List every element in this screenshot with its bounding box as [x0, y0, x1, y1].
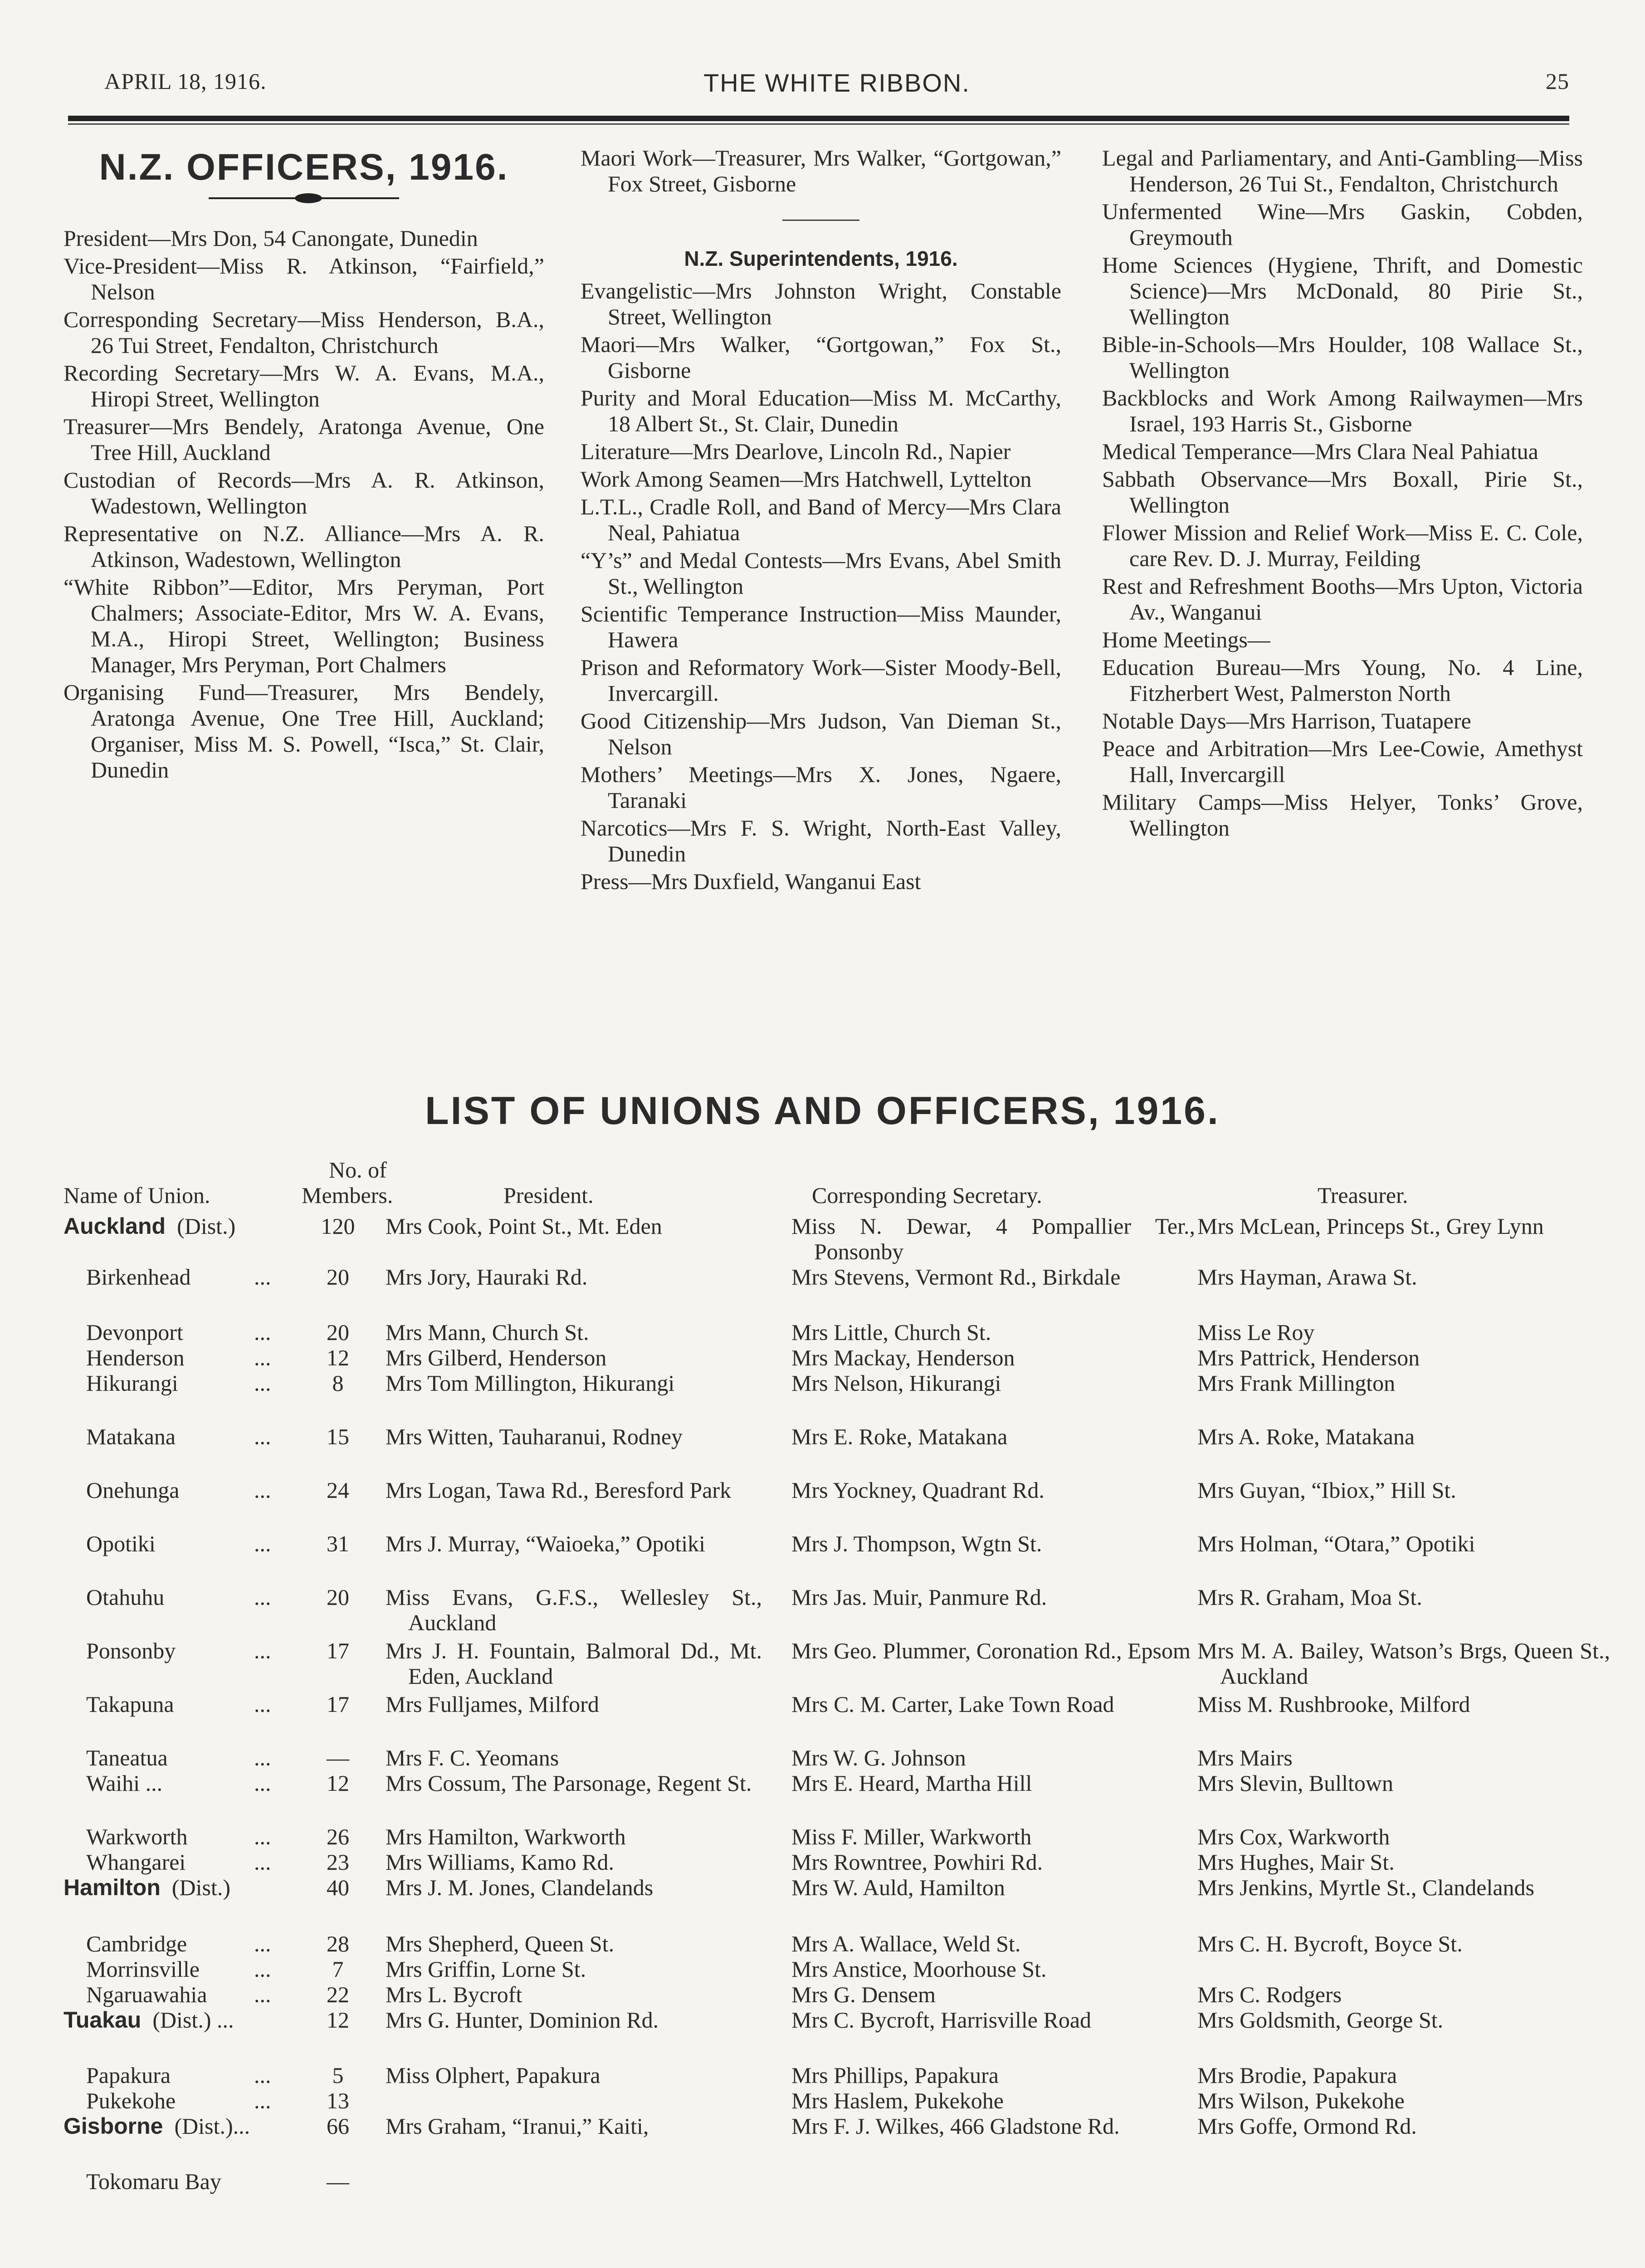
president: Mrs Shepherd, Queen St.: [386, 1931, 615, 1956]
union-name: Takapuna: [86, 1691, 174, 1717]
officer-entry: Custodian of Records—Mrs A. R. Atkinson, Wadestown, Wellington: [63, 467, 544, 518]
union-name: Taneatua: [86, 1745, 168, 1770]
corresponding-secretary: Mrs W. G. Johnson: [791, 1745, 966, 1770]
member-count: —: [327, 2169, 349, 2194]
member-count: 8: [332, 1370, 344, 1396]
superintendent-entry: Mothers’ Meetings—Mrs X. Jones, Ngaere, Taranaki: [581, 762, 1061, 813]
member-count: 15: [327, 1424, 349, 1449]
header-rule: [68, 116, 1569, 121]
treasurer: Mrs Holman, “Otara,” Opotiki: [1197, 1531, 1475, 1556]
leader-dots: ...: [254, 2088, 271, 2113]
leader-dots: ...: [254, 1982, 271, 2007]
issue-date: APRIL 18, 1916.: [104, 68, 267, 94]
superintendent-entry: Press—Mrs Duxfield, Wanganui East: [581, 869, 921, 894]
superintendent-entry: Military Camps—Miss Helyer, Tonks’ Grove, Wellington: [1102, 789, 1583, 841]
corresponding-secretary: Mrs Jas. Muir, Panmure Rd.: [791, 1584, 1047, 1610]
treasurer: Mrs McLean, Princeps St., Grey Lynn: [1197, 1213, 1544, 1239]
president: Mrs F. C. Yeomans: [386, 1745, 559, 1770]
corresponding-secretary: Mrs E. Roke, Matakana: [791, 1424, 1008, 1449]
superintendents-title: N.Z. Superintendents, 1916.: [684, 247, 958, 270]
corresponding-secretary: Mrs W. Auld, Hamilton: [791, 1875, 1005, 1900]
superintendent-entry: Backblocks and Work Among Railwaymen—Mrs Israel, 193 Harris St., Gisborne: [1102, 385, 1583, 436]
treasurer: Mrs Guyan, “Ibiox,” Hill St.: [1197, 1477, 1456, 1503]
superintendent-entry: Unfermented Wine—Mrs Gaskin, Cobden, Greymouth: [1102, 199, 1583, 250]
header-president: President.: [503, 1183, 594, 1208]
superintendent-entry: Bible-in-Schools—Mrs Houlder, 108 Wallace St., Wellington: [1102, 332, 1583, 383]
header-num-line2: Members.: [302, 1183, 393, 1208]
leader-dots: ...: [254, 1956, 271, 1982]
president: Mrs Williams, Kamo Rd.: [386, 1849, 615, 1875]
union-name: Pukekohe: [86, 2088, 176, 2113]
member-count: 12: [327, 1770, 349, 1796]
member-count: 13: [327, 2088, 349, 2113]
union-name: Otahuhu: [86, 1584, 165, 1610]
union-name: Papakura: [86, 2063, 171, 2088]
union-name: Opotiki: [86, 1531, 156, 1556]
ornament-divider: [63, 189, 544, 207]
leader-dots: ...: [254, 1691, 271, 1717]
leader-dots: ...: [254, 1770, 271, 1796]
officer-entry: Maori Work—Treasurer, Mrs Walker, “Gortgowan,” Fox Street, Gisborne: [581, 145, 1061, 196]
superintendent-entry: Notable Days—Mrs Harrison, Tuatapere: [1102, 708, 1471, 733]
union-name: Tuakau (Dist.) ...: [63, 2007, 234, 2033]
president: Mrs Tom Millington, Hikurangi: [386, 1370, 675, 1396]
leader-dots: ...: [254, 1584, 271, 1610]
corresponding-secretary: Mrs E. Heard, Martha Hill: [791, 1770, 1032, 1796]
superintendent-entry: Maori—Mrs Walker, “Gortgowan,” Fox St., Gisborne: [581, 332, 1061, 383]
member-count: 22: [327, 1982, 349, 2007]
leader-dots: ...: [254, 1531, 271, 1556]
corresponding-secretary: Mrs Yockney, Quadrant Rd.: [791, 1477, 1045, 1503]
treasurer: Mrs Pattrick, Henderson: [1197, 1345, 1420, 1370]
union-name: Hikurangi: [86, 1370, 178, 1396]
corresponding-secretary: Mrs Nelson, Hikurangi: [791, 1370, 1001, 1396]
president: Mrs J. H. Fountain, Balmoral Dd., Mt. Eden, Auckland: [386, 1638, 762, 1689]
corresponding-secretary: Mrs Stevens, Vermont Rd., Birkdale: [791, 1264, 1121, 1290]
treasurer: Mrs Slevin, Bulltown: [1197, 1770, 1393, 1796]
union-name: Birkenhead: [86, 1264, 191, 1290]
officer-entry: Vice-President—Miss R. Atkinson, “Fairfield,” Nelson: [63, 253, 544, 304]
union-name: Onehunga: [86, 1477, 180, 1503]
member-count: 20: [327, 1264, 349, 1290]
union-name: Henderson: [86, 1345, 185, 1370]
officers-column-2: [581, 145, 1061, 896]
union-name: Waihi ...: [86, 1770, 163, 1796]
president: Mrs Logan, Tawa Rd., Beresford Park: [386, 1477, 732, 1503]
leader-dots: ...: [254, 1638, 271, 1663]
member-count: 5: [332, 2063, 344, 2088]
leader-dots: ...: [254, 1264, 271, 1290]
member-count: 31: [327, 1531, 349, 1556]
treasurer: Mrs M. A. Bailey, Watson’s Brgs, Queen St., Auckland: [1197, 1638, 1610, 1689]
officer-entry: Corresponding Secretary—Miss Henderson, B.A., 26 Tui Street, Fendalton, Christchurch: [63, 307, 544, 358]
president: Miss Evans, G.F.S., Wellesley St., Auckland: [386, 1584, 762, 1635]
superintendent-entry: Flower Mission and Relief Work—Miss E. C. Cole, care Rev. D. J. Murray, Feilding: [1102, 520, 1583, 571]
leader-dots: ...: [254, 2063, 271, 2088]
superintendent-entry: Peace and Arbitration—Mrs Lee-Cowie, Amethyst Hall, Invercargill: [1102, 736, 1583, 787]
leader-dots: ...: [254, 1931, 271, 1956]
corresponding-secretary: Mrs Little, Church St.: [791, 1320, 991, 1345]
superintendent-entry: Rest and Refreshment Booths—Mrs Upton, Victoria Av., Wanganui: [1102, 573, 1583, 625]
member-count: 17: [327, 1638, 349, 1663]
superintendent-entry: Good Citizenship—Mrs Judson, Van Dieman St., Nelson: [581, 708, 1061, 759]
member-count: —: [327, 1745, 349, 1770]
officers-title: N.Z. OFFICERS, 1916.: [99, 147, 509, 188]
page-number: 25: [1546, 68, 1569, 94]
treasurer: Mrs Wilson, Pukekohe: [1197, 2088, 1405, 2113]
corresponding-secretary: Mrs C. Bycroft, Harrisville Road: [791, 2007, 1092, 2033]
leader-dots: ...: [254, 1370, 271, 1396]
member-count: 23: [327, 1849, 349, 1875]
superintendent-entry: Home Sciences (Hygiene, Thrift, and Domestic Science)—Mrs McDonald, 80 Pirie St., Wellington: [1102, 252, 1583, 329]
president: Mrs Cook, Point St., Mt. Eden: [386, 1213, 662, 1239]
president: Mrs Witten, Tauharanui, Rodney: [386, 1424, 683, 1449]
union-name: Warkworth: [86, 1824, 188, 1849]
superintendent-entry: Work Among Seamen—Mrs Hatchwell, Lyttelton: [581, 466, 1032, 492]
union-name: Matakana: [86, 1424, 176, 1449]
leader-dots: ...: [254, 1745, 271, 1770]
officers-column-1: [63, 145, 544, 785]
member-count: 17: [327, 1691, 349, 1717]
superintendent-entry: Narcotics—Mrs F. S. Wright, North-East Valley, Dunedin: [581, 815, 1061, 866]
officer-entry: Representative on N.Z. Alliance—Mrs A. R. Atkinson, Wadestown, Wellington: [63, 521, 544, 572]
president: Mrs Griffin, Lorne St.: [386, 1956, 586, 1982]
union-name: Auckland (Dist.): [63, 1213, 236, 1239]
member-count: 7: [332, 1956, 344, 1982]
leader-dots: ...: [254, 1345, 271, 1370]
treasurer: Mrs Goldsmith, George St.: [1197, 2007, 1444, 2033]
corresponding-secretary: Miss N. Dewar, 4 Pompallier Ter., Ponsonby: [791, 1213, 1195, 1264]
member-count: 26: [327, 1824, 349, 1849]
treasurer: Mrs C. H. Bycroft, Boyce St.: [1197, 1931, 1463, 1956]
superintendent-entry: Medical Temperance—Mrs Clara Neal Pahiatua: [1102, 439, 1538, 464]
president: Mrs Cossum, The Parsonage, Regent St.: [386, 1770, 752, 1796]
header-num-line1: No. of: [329, 1157, 387, 1183]
president: Mrs J. Murray, “Waioeka,” Opotiki: [386, 1531, 706, 1556]
leader-dots: ...: [254, 1477, 271, 1503]
officer-entry: “White Ribbon”—Editor, Mrs Peryman, Port Chalmers; Associate-Editor, Mrs W. A. Evans, M.A., Hiropi Street, Wellington; Business Manager, Mrs Peryman, Port Chalmers: [63, 574, 544, 677]
superintendent-entry: Scientific Temperance Instruction—Miss Maunder, Hawera: [581, 601, 1061, 652]
treasurer: Mrs Jenkins, Myrtle St., Clandelands: [1197, 1875, 1535, 1900]
president: Mrs J. M. Jones, Clandelands: [386, 1875, 654, 1900]
superintendent-entry: “Y’s” and Medal Contests—Mrs Evans, Abel Smith St., Wellington: [581, 547, 1061, 599]
treasurer: Miss M. Rushbrooke, Milford: [1197, 1691, 1470, 1717]
officer-entry: Organising Fund—Treasurer, Mrs Bendely, Aratonga Avenue, One Tree Hill, Auckland; Organiser, Miss M. S. Powell, “Isca,” St. Clair, Dunedin: [63, 679, 544, 782]
treasurer: Mrs Cox, Warkworth: [1197, 1824, 1390, 1849]
corresponding-secretary: Mrs Phillips, Papakura: [791, 2063, 999, 2088]
corresponding-secretary: Mrs F. J. Wilkes, 466 Gladstone Rd.: [791, 2113, 1120, 2139]
leader-dots: ...: [254, 1424, 271, 1449]
union-name: Gisborne (Dist.)...: [63, 2113, 250, 2139]
header-secretary: Corresponding Secretary.: [812, 1183, 1042, 1208]
member-count: 12: [327, 2007, 349, 2033]
corresponding-secretary: Mrs J. Thompson, Wgtn St.: [791, 1531, 1042, 1556]
president: Mrs G. Hunter, Dominion Rd.: [386, 2007, 659, 2033]
superintendent-entry: Legal and Parliamentary, and Anti-Gambling—Miss Henderson, 26 Tui St., Fendalton, Christchurch: [1102, 145, 1583, 196]
president: Mrs Graham, “Iranui,” Kaiti,: [386, 2113, 649, 2139]
treasurer: Mrs R. Graham, Moa St.: [1197, 1584, 1422, 1610]
union-name: Ngaruawahia: [86, 1982, 207, 2007]
header-treasurer: Treasurer.: [1318, 1183, 1408, 1208]
treasurer: Mrs Brodie, Papakura: [1197, 2063, 1397, 2088]
union-name: Tokomaru Bay: [86, 2169, 221, 2194]
leader-dots: ...: [254, 1320, 271, 1345]
corresponding-secretary: Mrs C. M. Carter, Lake Town Road: [791, 1691, 1114, 1717]
superintendent-entry: Prison and Reformatory Work—Sister Moody-Bell, Invercargill.: [581, 655, 1061, 706]
member-count: 20: [327, 1584, 349, 1610]
treasurer: Mrs Frank Millington: [1197, 1370, 1396, 1396]
president: Mrs Gilberd, Henderson: [386, 1345, 607, 1370]
member-count: 24: [327, 1477, 349, 1503]
treasurer: Mrs A. Roke, Matakana: [1197, 1424, 1415, 1449]
officer-entry: Recording Secretary—Mrs W. A. Evans, M.A., Hiropi Street, Wellington: [63, 360, 544, 411]
corresponding-secretary: Mrs Rowntree, Powhiri Rd.: [791, 1849, 1043, 1875]
corresponding-secretary: Mrs Anstice, Moorhouse St.: [791, 1956, 1047, 1982]
treasurer: Mrs C. Rodgers: [1197, 1982, 1342, 2007]
member-count: 66: [327, 2113, 349, 2139]
union-name: Morrinsville: [86, 1956, 200, 1982]
treasurer: Miss Le Roy: [1197, 1320, 1315, 1345]
union-name: Ponsonby: [86, 1638, 176, 1663]
treasurer: Mrs Mairs: [1197, 1745, 1293, 1770]
superintendent-entry: Home Meetings—: [1102, 627, 1270, 652]
header-rule-thin: [68, 123, 1569, 125]
superintendent-entry: Evangelistic—Mrs Johnston Wright, Constable Street, Wellington: [581, 278, 1061, 329]
member-count: 120: [321, 1213, 355, 1239]
treasurer: Mrs Goffe, Ormond Rd.: [1197, 2113, 1417, 2139]
superintendent-entry: Education Bureau—Mrs Young, No. 4 Line, Fitzherbert West, Palmerston North: [1102, 655, 1583, 706]
superintendent-entry: L.T.L., Cradle Roll, and Band of Mercy—Mrs Clara Neal, Pahiatua: [581, 494, 1061, 545]
unions-title: LIST OF UNIONS AND OFFICERS, 1916.: [425, 1089, 1220, 1133]
corresponding-secretary: Mrs G. Densem: [791, 1982, 936, 2007]
officers-column-3: [1102, 145, 1583, 843]
unions-table-header: [63, 1157, 1596, 1211]
president: Mrs Jory, Hauraki Rd.: [386, 1264, 588, 1290]
corresponding-secretary: Mrs Haslem, Pukekohe: [791, 2088, 1004, 2113]
union-name: Hamilton (Dist.): [63, 1875, 231, 1900]
corresponding-secretary: Mrs A. Wallace, Weld St.: [791, 1931, 1021, 1956]
president: Mrs Hamilton, Warkworth: [386, 1824, 626, 1849]
superintendent-entry: Sabbath Observance—Mrs Boxall, Pirie St., Wellington: [1102, 466, 1583, 518]
member-count: 28: [327, 1931, 349, 1956]
member-count: 12: [327, 1345, 349, 1370]
member-count: 20: [327, 1320, 349, 1345]
corresponding-secretary: Mrs Geo. Plummer, Coronation Rd., Epsom: [791, 1638, 1191, 1663]
union-name: Cambridge: [86, 1931, 187, 1956]
union-name: Whangarei: [86, 1849, 186, 1875]
president: Mrs Mann, Church St.: [386, 1320, 589, 1345]
page-header: [104, 68, 1569, 104]
member-count: 40: [327, 1875, 349, 1900]
superintendent-entry: Literature—Mrs Dearlove, Lincoln Rd., Napier: [581, 439, 1011, 464]
corresponding-secretary: Miss F. Miller, Warkworth: [791, 1824, 1032, 1849]
president: Mrs Fulljames, Milford: [386, 1691, 599, 1717]
header-name: Name of Union.: [63, 1183, 210, 1208]
president: Mrs L. Bycroft: [386, 1982, 522, 2007]
section-divider: [782, 220, 859, 221]
superintendent-entry: Purity and Moral Education—Miss M. McCarthy, 18 Albert St., St. Clair, Dunedin: [581, 385, 1061, 436]
publication-title: THE WHITE RIBBON.: [703, 68, 970, 97]
leader-dots: ...: [254, 1849, 271, 1875]
treasurer: Mrs Hayman, Arawa St.: [1197, 1264, 1417, 1290]
officer-entry: Treasurer—Mrs Bendely, Aratonga Avenue, One Tree Hill, Auckland: [63, 414, 544, 465]
treasurer: Mrs Hughes, Mair St.: [1197, 1849, 1395, 1875]
union-name: Devonport: [86, 1320, 183, 1345]
officer-entry: President—Mrs Don, 54 Canongate, Dunedin: [63, 225, 478, 251]
corresponding-secretary: Mrs Mackay, Henderson: [791, 1345, 1015, 1370]
president: Miss Olphert, Papakura: [386, 2063, 600, 2088]
leader-dots: ...: [254, 1824, 271, 1849]
